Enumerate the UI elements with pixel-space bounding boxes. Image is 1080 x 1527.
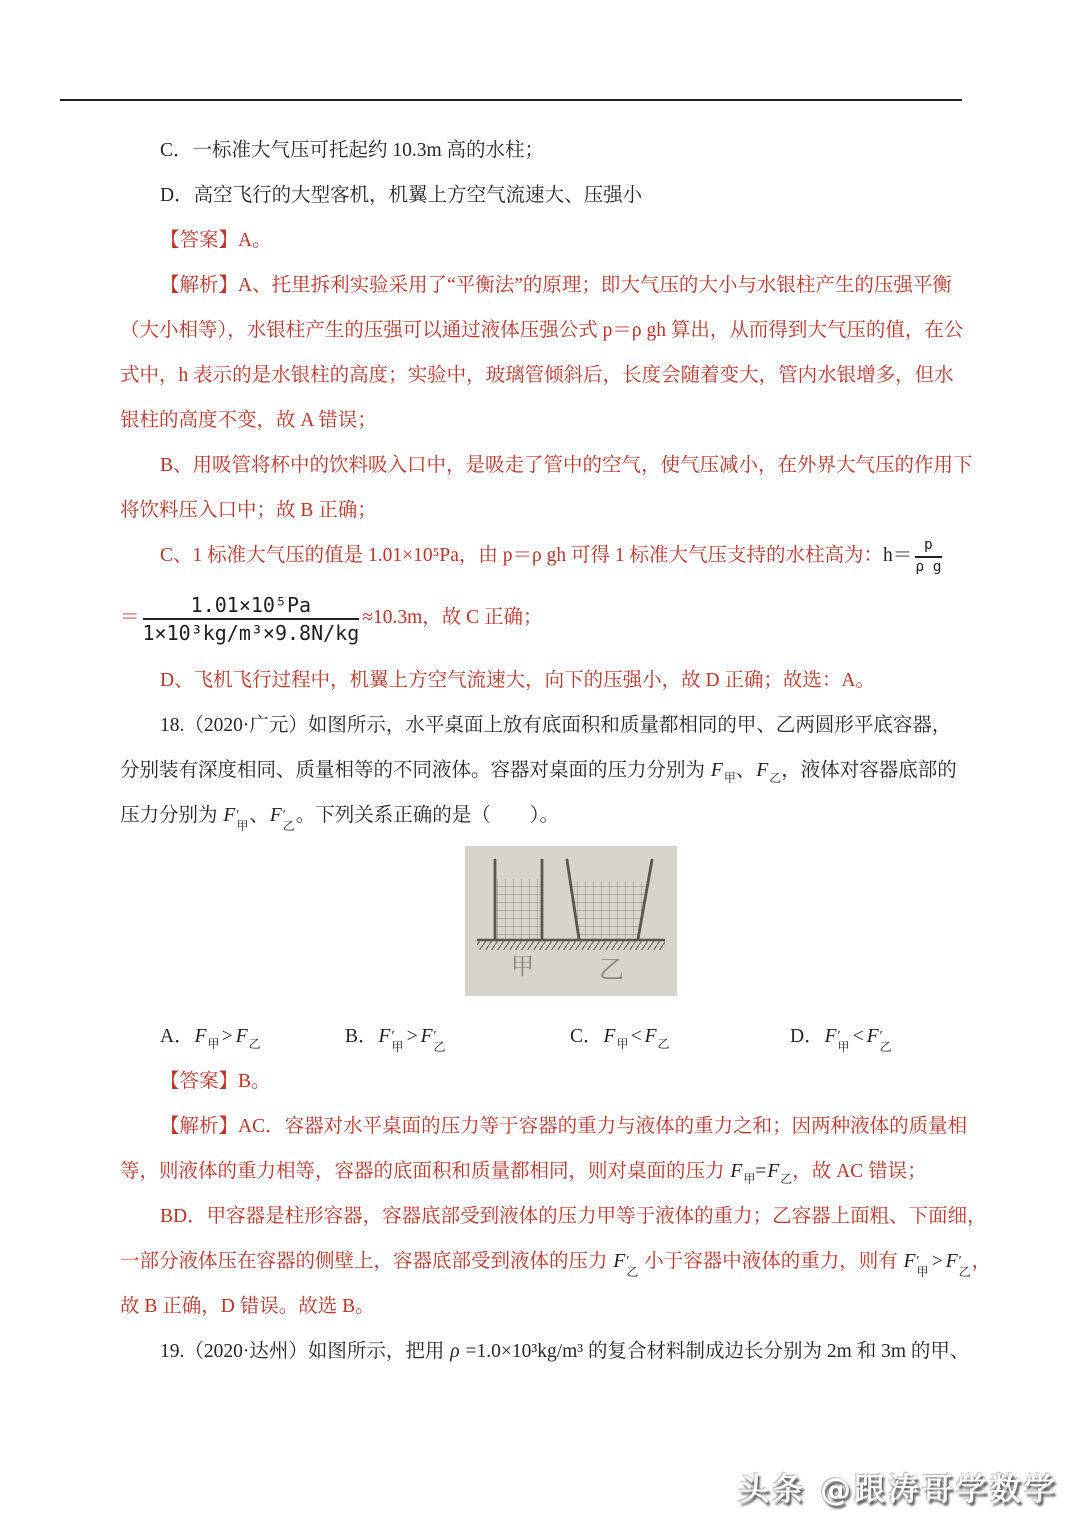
text-line — [120, 1329, 970, 1374]
text-line — [120, 793, 962, 838]
text-segment: 【答案】B。 — [160, 1071, 271, 1092]
prime-subscript-stack — [879, 1029, 892, 1054]
text-segment: ， — [971, 1251, 992, 1272]
text-segment: 小于容器中液体的重力，则有 — [639, 1251, 903, 1272]
fraction-denominator: ρ g — [915, 558, 942, 575]
text-segment: D、飞机飞行过程中，机翼上方空气流速大，向下的压强小，故 D 正确；故选：A。 — [160, 670, 875, 691]
text-line — [120, 533, 962, 578]
prime-mark: ′ — [879, 1029, 883, 1044]
fraction-numerator: p — [915, 537, 941, 557]
text-line — [120, 263, 962, 308]
prime-subscript-stack — [282, 808, 295, 833]
math-symbol: F — [756, 760, 769, 781]
text-segment: =1.0×10³kg/m³ 的复合材料制成边长分别为 2m 和 3m 的甲、 — [460, 1341, 970, 1362]
prime-subscript-stack — [837, 1029, 850, 1054]
text-segment: 19.（2020·达州）如图所示，把用 — [160, 1341, 450, 1362]
subscript: 甲 — [723, 771, 736, 785]
text-line — [120, 488, 962, 533]
prime-subscript-stack — [236, 808, 249, 833]
text-segment: 、 — [249, 805, 269, 826]
subscript: 乙 — [433, 1040, 446, 1054]
toutiao-watermark: 头条 @跟涛哥学数学 — [738, 1472, 1058, 1508]
math-symbol: F — [603, 1026, 616, 1047]
math-symbol: F — [378, 1026, 391, 1047]
math-symbol: F — [710, 760, 723, 781]
subscript: 甲 — [236, 819, 249, 833]
liquid-jia — [496, 879, 541, 939]
text-line — [120, 703, 962, 748]
text-line — [120, 173, 962, 218]
subscript: 乙 — [958, 1265, 971, 1279]
text-line — [120, 218, 962, 263]
text-line — [120, 443, 973, 488]
text-segment: 等，则液体的重力相等，容器的底面积和质量都相同，则对桌面的压力 — [120, 1161, 730, 1182]
prime-mark: ′ — [282, 808, 286, 823]
option-c — [570, 1014, 670, 1067]
math-symbol: < — [629, 1026, 643, 1047]
option-a — [160, 1014, 261, 1067]
text-segment: C． — [570, 1026, 603, 1047]
document-body — [120, 128, 992, 1374]
text-segment: 分别装有深度相同、质量相等的不同液体。容器对桌面的压力分别为 — [120, 760, 710, 781]
text-segment: （大小相等），水银柱产生的压强可以通过液体压强公式 p＝ρ gh 算出，从而得到大气压的值，在公 — [120, 320, 964, 341]
text-segment: ，故 AC 错误； — [792, 1161, 927, 1182]
text-line — [120, 308, 962, 353]
text-line — [120, 1104, 968, 1149]
math-symbol: F — [235, 1026, 248, 1047]
formula-line — [120, 578, 962, 658]
subscript: 甲 — [916, 1265, 929, 1279]
text-segment: C．一标准大气压可托起约 10.3m 高的水柱； — [160, 140, 545, 161]
subscript: 甲 — [616, 1037, 629, 1051]
option-d — [790, 1014, 893, 1059]
prime-mark: ′ — [236, 808, 240, 823]
prime-mark: ′ — [916, 1254, 920, 1269]
text-line — [120, 398, 962, 443]
fraction — [143, 593, 360, 645]
text-line — [120, 128, 962, 173]
text-line — [120, 353, 962, 398]
label-yi: 乙 — [599, 957, 625, 984]
text-segment: 一部分液体压在容器的侧壁上，容器底部受到液体的压力 — [120, 1251, 613, 1272]
prime-subscript-stack — [391, 1029, 404, 1054]
prime-mark: ′ — [837, 1029, 841, 1044]
label-jia: 甲 — [511, 954, 534, 979]
text-segment: 银柱的高度不变，故 A 错误； — [120, 410, 377, 431]
text-segment: h＝ — [883, 545, 913, 566]
liquid-yi — [569, 881, 649, 938]
math-symbol: > — [405, 1026, 419, 1047]
prime-subscript-stack — [916, 1254, 929, 1279]
text-segment: BD．甲容器是柱形容器，容器底部受到液体的压力甲等于液体的重力；乙容器上面粗、下面细， — [160, 1206, 987, 1227]
math-symbol: F — [223, 805, 236, 826]
ground-hatching — [477, 941, 665, 950]
option-b — [345, 1014, 447, 1059]
prime-subscript-stack — [433, 1029, 446, 1054]
math-symbol: F — [903, 1251, 916, 1272]
text-segment: 式中，h 表示的是水银柱的高度；实验中，玻璃管倾斜后，长度会随着变大，管内水银增多，但水 — [120, 365, 954, 386]
math-symbol: F — [767, 1161, 780, 1182]
math-symbol: F — [269, 805, 282, 826]
prime-subscript-stack — [958, 1254, 971, 1279]
text-segment: ≈10.3m，故 C 正确； — [362, 607, 543, 628]
math-symbol: > — [930, 1251, 944, 1272]
text-line — [120, 1194, 987, 1239]
subscript: 甲 — [207, 1037, 220, 1051]
subscript: 乙 — [282, 819, 295, 833]
math-symbol: F — [945, 1251, 958, 1272]
subscript: 乙 — [879, 1040, 892, 1054]
math-symbol: F — [730, 1161, 743, 1182]
math-symbol: > — [220, 1026, 234, 1047]
text-segment: ＝ — [120, 607, 140, 628]
prime-mark: ′ — [626, 1254, 630, 1269]
fraction-numerator: 1.01×10⁵Pa — [143, 593, 360, 620]
text-segment: C、1 标准大气压的值是 1.01×10⁵Pa，由 p＝ρ gh 可得 1 标准大气压支持的水柱高为： — [160, 545, 884, 566]
prime-mark: ′ — [391, 1029, 395, 1044]
fraction-denominator: 1×10³kg/m³×9.8N/kg — [142, 620, 360, 645]
text-line — [120, 748, 962, 793]
header-rule — [60, 99, 962, 101]
text-segment: 18.（2020·广元）如图所示，水平桌面上放有底面积和质量都相同的甲、乙两圆形平底容器， — [160, 715, 952, 736]
math-symbol: F — [194, 1026, 207, 1047]
text-segment: D． — [790, 1026, 824, 1047]
text-line — [120, 1284, 962, 1329]
text-segment: 。下列关系正确的是（ ）。 — [295, 805, 560, 826]
text-segment: 压力分别为 — [120, 805, 223, 826]
text-segment: 故 B 正确，D 错误。故选 B。 — [120, 1296, 375, 1317]
fraction — [915, 537, 941, 576]
math-symbol: F — [644, 1026, 657, 1047]
subscript: 甲 — [837, 1040, 850, 1054]
subscript: 乙 — [657, 1037, 670, 1051]
text-line — [120, 1149, 962, 1194]
subscript: 甲 — [391, 1040, 404, 1054]
options-row — [120, 1014, 962, 1059]
math-symbol: F — [866, 1026, 879, 1047]
math-symbol: F — [420, 1026, 433, 1047]
subscript: 乙 — [780, 1172, 793, 1186]
question-figure — [465, 846, 677, 996]
text-segment: 【答案】A。 — [160, 230, 272, 251]
subscript: 乙 — [769, 771, 782, 785]
text-segment: A． — [160, 1026, 194, 1047]
text-segment: ，液体对容器底部的 — [781, 760, 957, 781]
text-segment: 、 — [735, 760, 756, 781]
text-segment: 将饮料压入口中；故 B 正确； — [120, 500, 377, 521]
prime-subscript-stack — [626, 1254, 639, 1279]
math-symbol: < — [851, 1026, 865, 1047]
text-segment: D．高空飞行的大型客机，机翼上方空气流速大、压强小 — [160, 185, 643, 206]
text-segment: B． — [345, 1026, 378, 1047]
text-segment: 【解析】A、托里拆利实验采用了“平衡法”的原理；即大气压的大小与水银柱产生的压强平衡 — [160, 275, 952, 296]
math-symbol: ρ — [450, 1341, 460, 1362]
text-line — [120, 1239, 992, 1284]
text-segment: = — [755, 1161, 767, 1182]
text-line — [120, 658, 962, 703]
math-symbol: F — [824, 1026, 837, 1047]
prime-mark: ′ — [433, 1029, 437, 1044]
subscript: 乙 — [626, 1265, 639, 1279]
prime-mark: ′ — [958, 1254, 962, 1269]
math-symbol: F — [613, 1251, 626, 1272]
text-segment: B、用吸管将杯中的饮料吸入口中，是吸走了管中的空气，使气压减小，在外界大气压的作用下 — [160, 455, 973, 476]
containers-figure — [465, 846, 677, 996]
text-segment: 【解析】AC．容器对水平桌面的压力等于容器的重力与液体的重力之和；因两种液体的质量相 — [160, 1116, 968, 1137]
subscript: 甲 — [743, 1172, 756, 1186]
subscript: 乙 — [248, 1037, 261, 1051]
